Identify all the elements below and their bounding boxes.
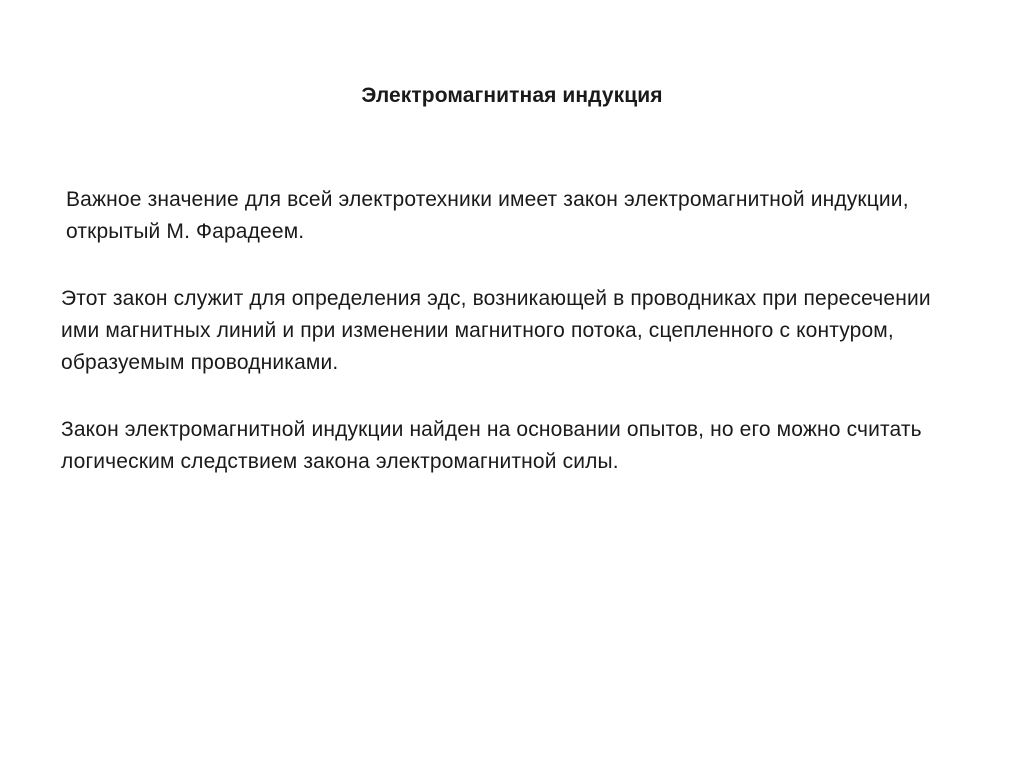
paragraph-2: Этот закон служит для определения эдс, возникающей в проводниках при пересечении ими магнитных линий и при изменении магнитного потока, сцепленного с контуром, образуемым проводниками. [61,287,931,374]
slide-body [61,184,961,513]
paragraph-3: Закон электромагнитной индукции найден на основании опытов, но его можно считать логическим следствием закона электромагнитной силы. [61,418,922,473]
paragraph-1: Важное значение для всей электротехники имеет закон электромагнитной индукции, открытый М. Фарадеем. [66,188,909,243]
slide-title: Электромагнитная индукция [361,84,663,107]
